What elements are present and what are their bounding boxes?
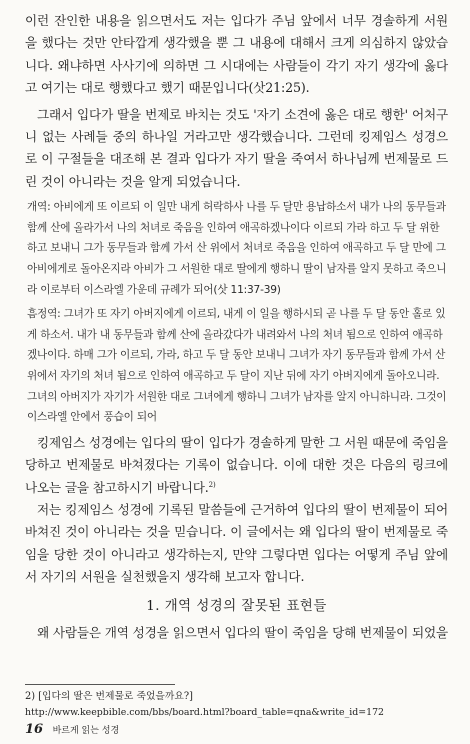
section-heading: 1. 개역 성경의 잘못된 표현들 xyxy=(146,598,327,614)
paragraph-5: 왜 사람들은 개역 성경을 읽으면서 입다의 딸이 죽임을 당해 번제물이 되었을 xyxy=(37,624,449,640)
paragraph-1: 이런 잔인한 내용을 읽으면서도 저는 입다가 주님 앞에서 너무 경솔하게 서원을 했다는 것만 안타깝게 생각했을 뿐 그 내용에 대해서 크게 의심하지 않았습니다. 왜냐하면 사사기에 의하면 그 시대에는 사람들이 각기 자기 생각에 옳다고 여기는 대로 행했다고 했기 때문입니다(삿21:25). xyxy=(25,13,448,96)
footnote-ref-2: 2) xyxy=(208,480,216,489)
paragraph-4: 저는 킹제임스 성경에 기록된 말씀들에 근거하여 입다의 딸이 번제물이 되어 바쳐진 것이 아니라는 것을 믿습니다. 이 글에서는 왜 입다의 딸이 번제물로 죽임을 당한 것이 아니라고 생각하는지, 만약 그렇다면 입다는 어떻게 주님 앞에서 자기의 서원을 실천했을지 생각해 보고자 합니다. xyxy=(25,502,448,585)
paragraph-3 xyxy=(25,432,448,499)
footnote xyxy=(25,689,384,721)
page-footer xyxy=(25,722,119,737)
paragraph-2: 그래서 입다가 딸을 번제로 바치는 것도 '자기 소견에 옳은 대로 행한' 어처구니 없는 사례들 중의 하나일 거라고만 생각했습니다. 그런데 킹제임스 성경으로 이 구절들을 대조해 본 결과 입다가 자기 딸을 죽여서 하나님께 번제물로 드린 것이 아니라는 것을 알게 되었습니다. xyxy=(25,106,448,189)
footnote-url: http://www.keepbible.com/bbs/board.html?board_table=qna&write_id=172 xyxy=(25,707,385,718)
running-title: 바르게 읽는 성경 xyxy=(52,726,120,736)
quote-authorized-version: 흠정역: 그녀가 또 자기 아버지에게 이르되, 내게 이 일을 행하시되 곧 나를 두 달 동안 홀로 있게 하소서. 내가 내 동무들과 함께 산에 올라갔다가 내려와서 나의 처녀 됨으로 인하여 애곡하겠나이다. 하매 그가 이르되, 가라, 하고 두 달 동안 보내니 그녀가 자기 동무들과 함께 가서 산 위에서 자기의 처녀 됨으로 인하여 애곡하고 두 달이 지난 뒤에 자기 아버지에게 돌아오니라. 그녀의 아버지가 자기가 서원한 대로 그녀에게 행하니 그녀가 남자를 알지 아니하니라. 그것이 이스라엘 안에서 풍습이 되어 xyxy=(27,308,447,424)
footnote-divider xyxy=(25,684,175,685)
paragraph-3-text: 킹제임스 성경에는 입다의 딸이 입다가 경솔하게 말한 그 서원 때문에 죽임을 당하고 번제물로 바쳐졌다는 기록이 없습니다. 이에 대한 것은 다음의 링크에 나오는 글을 참고하시기 바랍니다. xyxy=(25,434,449,495)
page-number: 16 xyxy=(25,722,44,737)
quote-revised-version: 개역: 아비에게 또 이르되 이 일만 내게 허락하사 나를 두 달만 용납하소서 내가 나의 동무들과 함께 산에 올라가서 나의 처녀로 죽음을 인하여 애곡하겠나이다 이르되 가라 하고 두 달 위한하고 보내니 그가 동무들과 함께 가서 산 위에서 처녀로 죽음을 인하여 애곡하고 두 달 만에 그 아비에게로 돌아온지라 아비가 그 서원한 대로 딸에게 행하니 딸이 남자를 알지 못하고 죽으니라 이로부터 이스라엘 가운데 규례가 되어(삿 11:37-39) xyxy=(27,201,447,296)
footnote-title: 2) [입다의 딸은 번제물로 죽었을까요?] xyxy=(25,691,193,702)
